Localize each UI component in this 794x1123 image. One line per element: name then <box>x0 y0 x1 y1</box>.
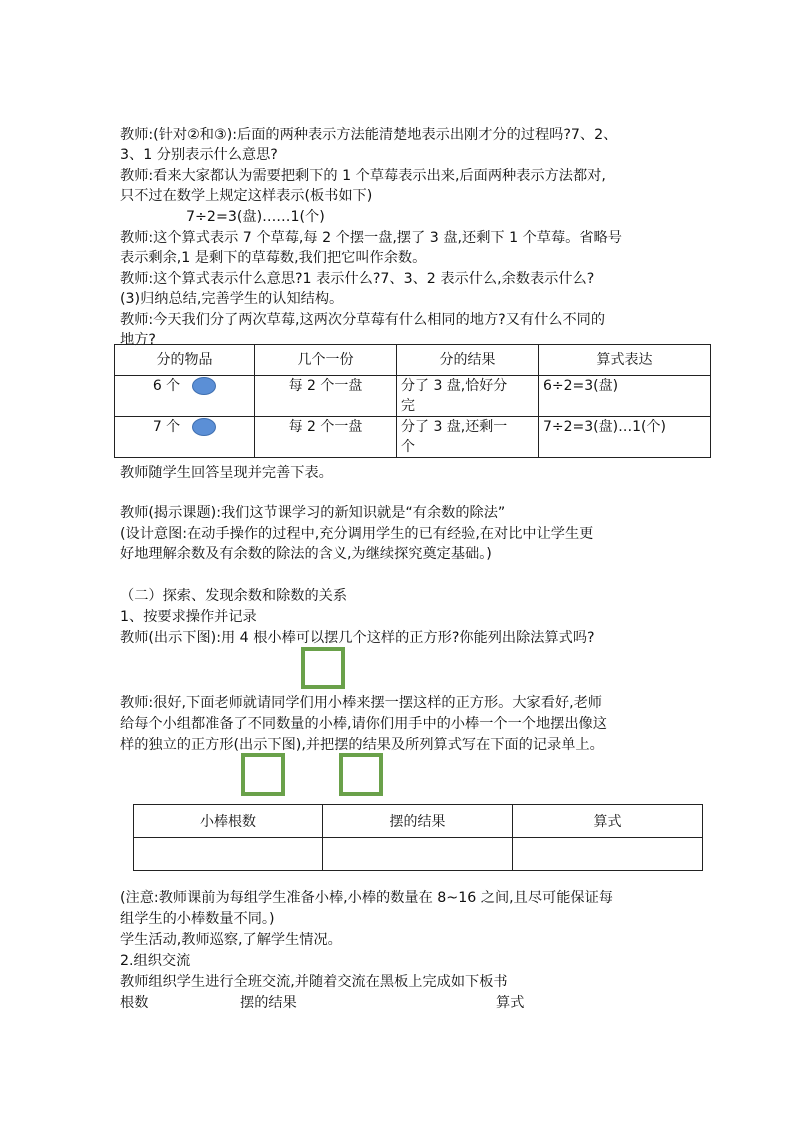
paragraph-line: 教师:这个算式表示什么意思?1 表示什么?7、3、2 表示什么,余数表示什么? <box>120 271 595 287</box>
paragraph-line: (注意:教师课前为每组学生准备小棒,小棒的数量在 8~16 之间,且尽可能保证每 <box>120 890 613 906</box>
strawberry-oval-icon <box>192 418 216 436</box>
board-column-label: 算式 <box>496 995 525 1011</box>
paragraph-line: 教师:(针对②和③):后面的两种表示方法能清楚地表示出刚才分的过程吗?7、2、 <box>120 127 618 143</box>
subsection-heading: 1、按要求操作并记录 <box>120 609 257 625</box>
table-cell <box>397 376 539 417</box>
paragraph-line: 教师:看来大家都认为需要把剩下的 1 个草莓表示出来,后面两种表示方法都对, <box>120 168 606 184</box>
table-cell <box>134 838 323 871</box>
stick-square-figure <box>301 647 345 689</box>
table-header-cell: 几个一份 <box>255 345 397 376</box>
paragraph-line: 教师组织学生进行全班交流,并随着交流在黑板上完成如下板书 <box>120 974 508 990</box>
table-header-row <box>115 345 711 376</box>
table-row <box>134 838 703 871</box>
paragraph-line: 教师:这个算式表示 7 个草莓,每 2 个摆一盘,摆了 3 盘,还剩下 1 个草莓。省略号 <box>120 230 622 246</box>
board-column-label: 根数 <box>120 995 149 1011</box>
result-line: 个 <box>401 439 415 455</box>
paragraph-line: 教师(揭示课题):我们这节课学习的新知识就是“有余数的除法” <box>120 505 506 521</box>
result-line: 分了 3 盘,恰好分 <box>401 378 508 394</box>
table-header-cell: 小棒根数 <box>134 805 323 838</box>
table-cell: 每 2 个一盘 <box>255 376 397 417</box>
paragraph-line: 好地理解余数及有余数的除法的含义,为继续探究奠定基础。) <box>120 546 492 562</box>
comparison-table <box>114 344 711 458</box>
table-cell: 每 2 个一盘 <box>255 417 397 458</box>
paragraph-line: 组学生的小棒数量不同。) <box>120 911 275 927</box>
item-count: 7 个 <box>152 419 181 435</box>
table-cell: 7÷2=3(盘)…1(个) <box>539 417 711 458</box>
section-heading: （二）探索、发现余数和除数的关系 <box>120 588 348 604</box>
table-header-cell: 分的物品 <box>115 345 255 376</box>
stick-square-figure <box>241 753 285 796</box>
board-column-label: 摆的结果 <box>240 995 297 1011</box>
paragraph-line: 3、1 分别表示什么意思? <box>120 147 278 163</box>
result-line: 分了 3 盘,还剩一 <box>401 419 508 435</box>
strawberry-oval-icon <box>192 377 216 395</box>
item-count: 6 个 <box>152 378 181 394</box>
result-line: 完 <box>401 398 415 414</box>
paragraph-line: (设计意图:在动手操作的过程中,充分调用学生的已有经验,在对比中让学生更 <box>120 526 594 542</box>
paragraph-line: 地方? <box>120 332 156 348</box>
table-cell-item <box>115 376 255 417</box>
record-sheet-table <box>133 804 703 871</box>
table-cell-item <box>115 417 255 458</box>
paragraph-line: 表示剩余,1 是剩下的草莓数,我们把它叫作余数。 <box>120 250 427 266</box>
paragraph-line: 教师:很好,下面老师就请同学们用小棒来摆一摆这样的正方形。大家看好,老师 <box>120 695 602 711</box>
paragraph-line: 给每个小组都准备了不同数量的小棒,请你们用手中的小棒一个一个地摆出像这 <box>120 716 607 732</box>
stick-square-figure <box>339 753 383 796</box>
paragraph-line: 样的独立的正方形(出示下图),并把摆的结果及所列算式写在下面的记录单上。 <box>120 737 604 753</box>
table-cell <box>397 417 539 458</box>
paragraph-line: (3)归纳总结,完善学生的认知结构。 <box>120 291 344 307</box>
table-header-row <box>134 805 703 838</box>
paragraph-line: 学生活动,教师巡察,了解学生情况。 <box>120 932 342 948</box>
paragraph-line: 只不过在数学上规定这样表示(板书如下) <box>120 188 373 204</box>
table-cell: 6÷2=3(盘) <box>539 376 711 417</box>
table-cell <box>513 838 703 871</box>
paragraph-line: 教师随学生回答呈现并完善下表。 <box>120 465 333 481</box>
table-row <box>115 376 711 417</box>
subsection-heading: 2.组织交流 <box>120 953 191 969</box>
table-header-cell: 分的结果 <box>397 345 539 376</box>
table-header-cell: 算式 <box>513 805 703 838</box>
table-header-cell: 算式表达 <box>539 345 711 376</box>
paragraph-line: 教师(出示下图):用 4 根小棒可以摆几个这样的正方形?你能列出除法算式吗? <box>120 630 595 646</box>
table-row <box>115 417 711 458</box>
table-cell <box>323 838 513 871</box>
board-equation: 7÷2=3(盘)……1(个) <box>186 209 325 225</box>
table-header-cell: 摆的结果 <box>323 805 513 838</box>
paragraph-line: 教师:今天我们分了两次草莓,这两次分草莓有什么相同的地方?又有什么不同的 <box>120 312 606 328</box>
